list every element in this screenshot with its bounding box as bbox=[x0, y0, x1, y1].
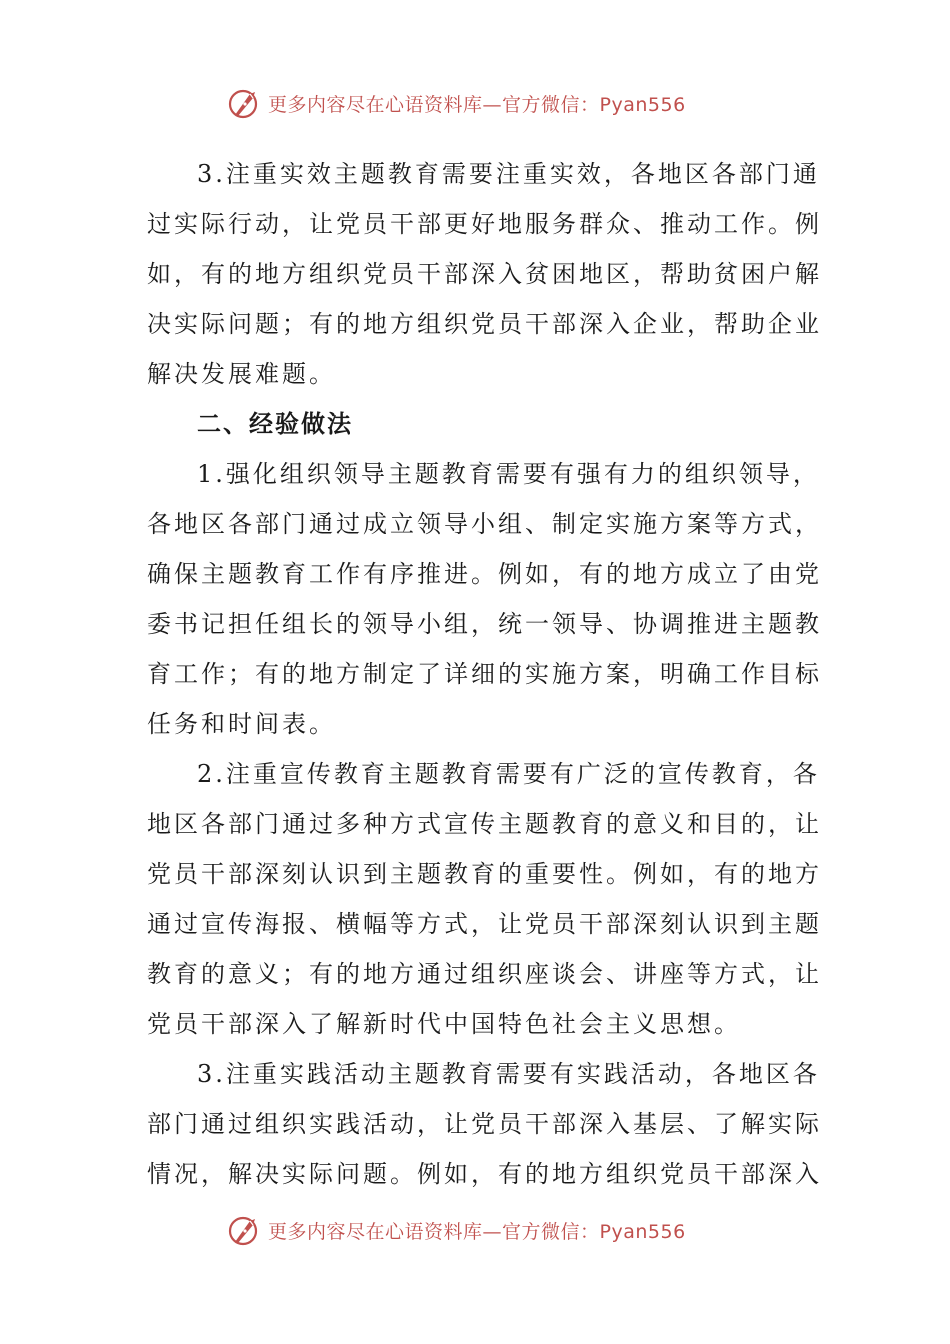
document-body bbox=[147, 149, 822, 1199]
paragraph-line: 解决发展难题。 bbox=[147, 360, 336, 388]
paragraph-line: 1.强化组织领导主题教育需要有强有力的组织领导， bbox=[197, 460, 820, 488]
watermark-wechat-id: Pyan556 bbox=[599, 1220, 686, 1243]
paragraph-line: 决实际问题；有的地方组织党员干部深入企业，帮助企业 bbox=[147, 310, 822, 338]
footer-watermark bbox=[226, 1210, 686, 1250]
paragraph-line: 通过宣传海报、横幅等方式，让党员干部深刻认识到主题 bbox=[147, 910, 822, 938]
paragraph-line: 如，有的地方组织党员干部深入贫困地区，帮助贫困户解 bbox=[147, 260, 822, 288]
pen-nib-logo-icon bbox=[226, 1212, 262, 1248]
paragraph-line: 部门通过组织实践活动，让党员干部深入基层、了解实际 bbox=[147, 1110, 822, 1138]
watermark-text bbox=[268, 90, 686, 117]
paragraph-line: 3.注重实践活动主题教育需要有实践活动，各地区各 bbox=[197, 1060, 820, 1088]
paragraph-line: 情况，解决实际问题。例如，有的地方组织党员干部深入 bbox=[147, 1160, 822, 1188]
paragraph-line: 教育的意义；有的地方通过组织座谈会、讲座等方式，让 bbox=[147, 960, 822, 988]
watermark-text bbox=[268, 1217, 686, 1244]
paragraph-line: 过实际行动，让党员干部更好地服务群众、推动工作。例 bbox=[147, 210, 822, 238]
section-heading: 二、经验做法 bbox=[197, 410, 353, 438]
paragraph-line: 委书记担任组长的领导小组，统一领导、协调推进主题教 bbox=[147, 610, 822, 638]
header-watermark bbox=[226, 83, 686, 123]
watermark-wechat-label: 官方微信： bbox=[502, 1220, 600, 1243]
pen-nib-logo-icon bbox=[226, 85, 262, 121]
paragraph-line: 育工作；有的地方制定了详细的实施方案，明确工作目标 bbox=[147, 660, 822, 688]
watermark-dash: — bbox=[482, 93, 503, 116]
watermark-brand: 更多内容尽在心语资料库 bbox=[268, 93, 483, 116]
paragraph-line: 任务和时间表。 bbox=[147, 710, 336, 738]
watermark-brand: 更多内容尽在心语资料库 bbox=[268, 1220, 483, 1243]
paragraph-line: 地区各部门通过多种方式宣传主题教育的意义和目的，让 bbox=[147, 810, 822, 838]
paragraph-line: 确保主题教育工作有序推进。例如，有的地方成立了由党 bbox=[147, 560, 822, 588]
watermark-wechat-id: Pyan556 bbox=[599, 93, 686, 116]
paragraph-line: 党员干部深入了解新时代中国特色社会主义思想。 bbox=[147, 1010, 741, 1038]
watermark-wechat-label: 官方微信： bbox=[502, 93, 600, 116]
paragraph-line: 3.注重实效主题教育需要注重实效，各地区各部门通 bbox=[197, 160, 820, 188]
watermark-dash: — bbox=[482, 1220, 503, 1243]
paragraph-line: 各地区各部门通过成立领导小组、制定实施方案等方式， bbox=[147, 510, 822, 538]
paragraph-line: 党员干部深刻认识到主题教育的重要性。例如，有的地方 bbox=[147, 860, 822, 888]
paragraph-line: 2.注重宣传教育主题教育需要有广泛的宣传教育，各 bbox=[197, 760, 820, 788]
